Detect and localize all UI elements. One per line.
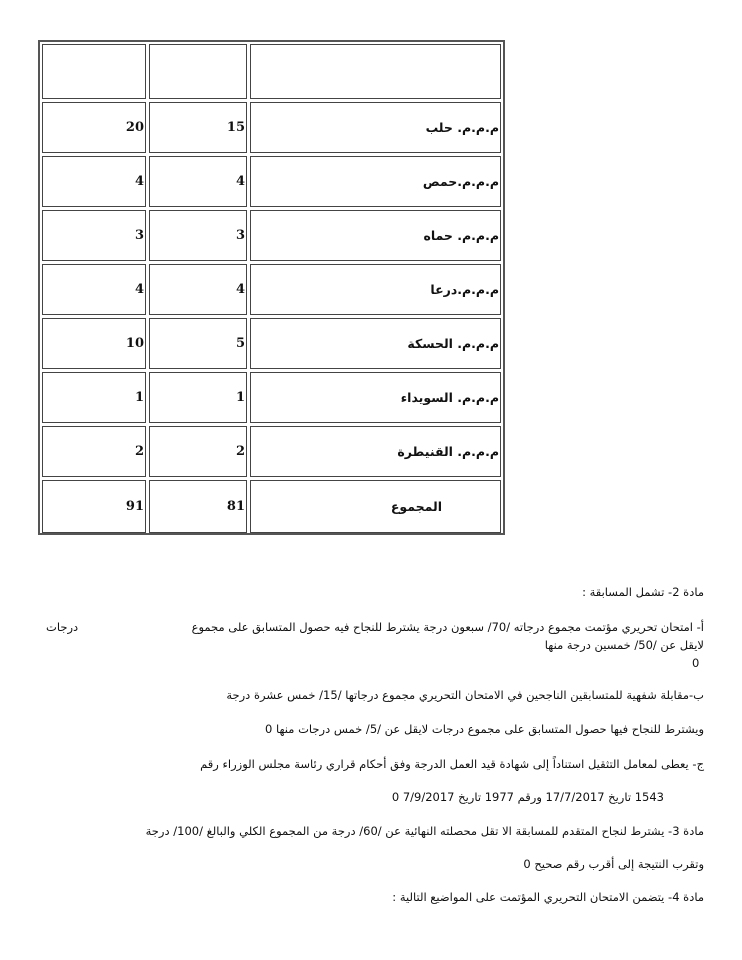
table-cell-total-count (42, 318, 146, 369)
table-cell-total-count (42, 372, 146, 423)
total-label-cell (250, 480, 501, 533)
table-cell-total-count (42, 426, 146, 477)
distribution-table (38, 40, 505, 535)
table-cell-total-count (42, 210, 146, 261)
cell-value: 2 (134, 444, 144, 459)
cell-label: م.م.م.درعا (430, 282, 499, 297)
table-cell-count (149, 264, 247, 315)
cell-value: 4 (134, 174, 144, 189)
article-2-heading: مادة 2- تشمل المسابقة : (582, 585, 704, 599)
table-cell-count (149, 318, 247, 369)
cell-label: م.م.م. القنيطرة (397, 444, 499, 459)
article-4: مادة 4- يتضمن الامتحان التحريري المؤتمت على المواضيع التالية : (392, 890, 704, 904)
cell-value: 3 (235, 228, 245, 243)
cell-value: 15 (226, 120, 245, 135)
table-cell-count (149, 210, 247, 261)
cell-value: 2 (235, 444, 245, 459)
header-cell (149, 44, 247, 99)
cell-value: 3 (134, 228, 144, 243)
total-cell-grand (42, 480, 146, 533)
table-cell-total-count (42, 264, 146, 315)
table-cell-total-count (42, 102, 146, 153)
table-cell-label (250, 372, 501, 423)
header-cell (42, 44, 146, 99)
total-cell-count (149, 480, 247, 533)
article-3-line-2: وتقرب النتيجة إلى أقرب رقم صحيح 0 (523, 857, 704, 871)
cell-label: م.م.م. الحسكة (407, 336, 499, 351)
table-cell-label (250, 102, 501, 153)
cell-label: م.م.م. السويداء (400, 390, 499, 405)
table-cell-label (250, 318, 501, 369)
table-cell-count (149, 372, 247, 423)
table-cell-label (250, 156, 501, 207)
clause-c-line-1: ج- يعطى لمعامل التثقيل استناداً إلى شهادة قيد العمل الدرجة وفق أحكام قراري رئاسة مجلس الوزراء رقم (200, 757, 704, 771)
clause-b-line-1: ب-مقابلة شفهية للمتسابقين الناجحين في الامتحان التحريري مجموع درجاتها /15/ خمس عشرة درجة (226, 688, 704, 702)
cell-value: 1 (134, 390, 144, 405)
cell-value: 20 (125, 120, 144, 135)
cell-value: 10 (125, 336, 144, 351)
clause-a-word: درجات (46, 620, 79, 634)
cell-value: 5 (235, 336, 245, 351)
cell-value: 91 (125, 499, 144, 514)
cell-label: م.م.م. حماه (423, 228, 499, 243)
cell-value: 4 (134, 282, 144, 297)
clause-b-line-2: ويشترط للنجاح فيها حصول المتسابق على مجموع درجات لايقل عن /5/ خمس درجات منها 0 (265, 722, 704, 736)
total-label: المجموع (390, 499, 442, 514)
cell-value: 4 (235, 282, 245, 297)
cell-label: م.م.م. حلب (425, 120, 499, 135)
cell-value: 1 (235, 390, 245, 405)
clause-a-line-2: لايقل عن /50/ خمسين درجة منها (544, 638, 704, 652)
article-3-line-1: مادة 3- يشترط لنجاح المتقدم للمسابقة الا تقل محصلته النهائية عن /60/ درجة من المجموع الكلي والبالغ /100/ درجة (145, 824, 704, 838)
cell-label: م.م.م.حمص (422, 174, 499, 189)
clause-a-line-3: 0 (692, 656, 700, 670)
cell-value: 4 (235, 174, 245, 189)
header-cell (250, 44, 501, 99)
table-cell-label (250, 264, 501, 315)
cell-value: 81 (226, 499, 245, 514)
table-cell-count (149, 102, 247, 153)
table-cell-label (250, 210, 501, 261)
table-cell-total-count (42, 156, 146, 207)
clause-c-line-2: 1543 تاريخ 17/7/2017 ورقم 1977 تاريخ 7/9/2017 0 (391, 790, 664, 804)
table-cell-label (250, 426, 501, 477)
table-cell-count (149, 156, 247, 207)
table-cell-count (149, 426, 247, 477)
clause-a-line-1: أ- امتحان تحريري مؤتمت مجموع درجاته /70/ سبعون درجة يشترط للنجاح فيه حصول المتسابق على مجموع (191, 620, 704, 634)
